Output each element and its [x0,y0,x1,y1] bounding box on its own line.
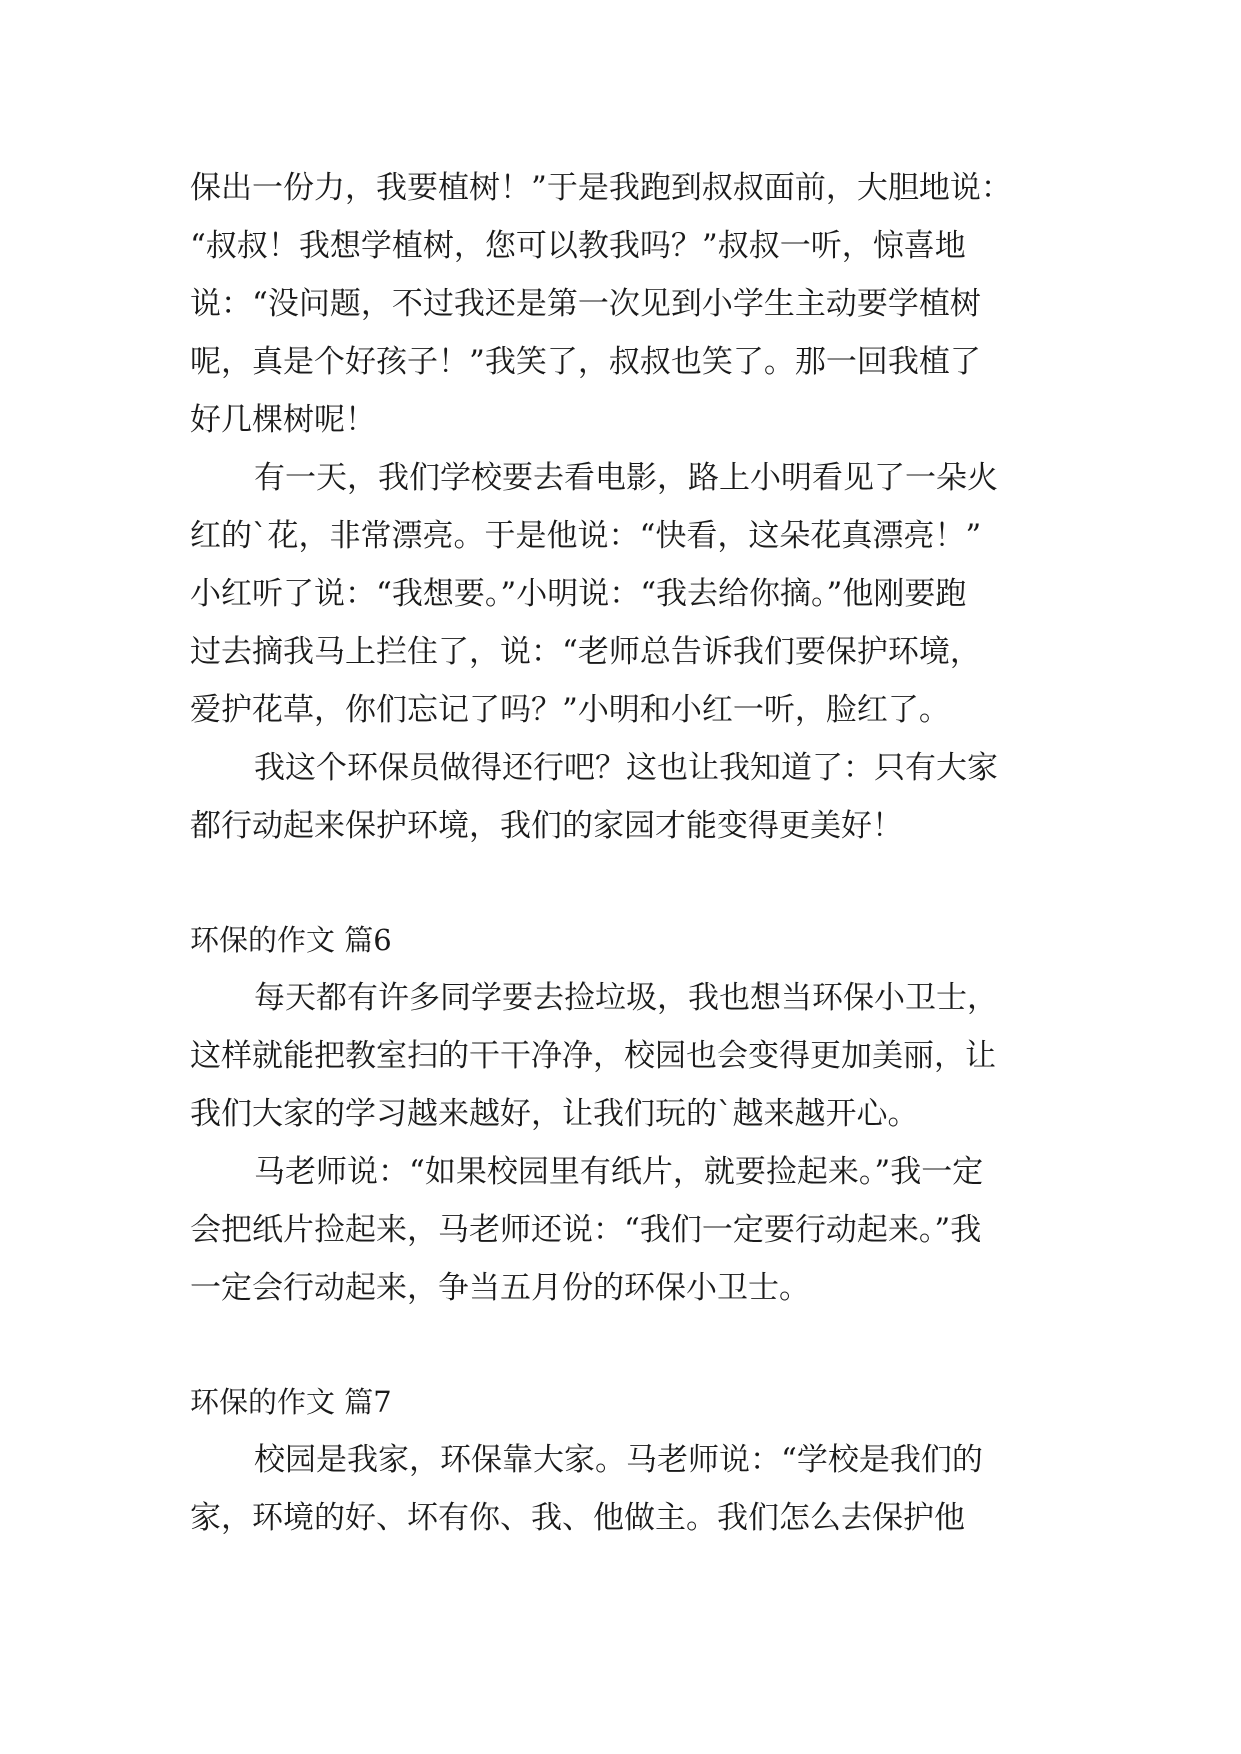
section-heading: 环保的作文 篇7 [190,1385,392,1419]
text-line: 爱护花草，你们忘记了吗？”小明和小红一听，脸红了。 [190,692,950,728]
paragraph-first-line: 马老师说：“如果校园里有纸片，就要捡起来。”我一定 [254,1154,984,1190]
text-line: 我们大家的学习越来越好，让我们玩的`越来越开心。 [190,1096,919,1132]
paragraph-first-line: 有一天，我们学校要去看电影，路上小明看见了一朵火 [254,460,998,496]
text-line: 呢，真是个好孩子！”我笑了，叔叔也笑了。那一回我植了 [190,344,981,380]
text-line: 小红听了说：“我想要。”小明说：“我去给你摘。”他刚要跑 [190,576,967,612]
section-heading: 环保的作文 篇6 [190,923,392,957]
paragraph-first-line: 我这个环保员做得还行吧？这也让我知道了：只有大家 [254,750,998,786]
paragraph-first-line: 每天都有许多同学要去捡垃圾，我也想当环保小卫士， [254,980,998,1016]
text-line: 都行动起来保护环境，我们的家园才能变得更美好！ [190,808,903,844]
text-line: 说：“没问题，不过我还是第一次见到小学生主动要学植树 [190,286,981,322]
paragraph-first-line: 校园是我家，环保靠大家。马老师说：“学校是我们的 [254,1442,983,1478]
text-line: 过去摘我马上拦住了，说：“老师总告诉我们要保护环境， [190,634,981,670]
text-line: “叔叔！我想学植树，您可以教我吗？”叔叔一听，惊喜地 [190,228,966,264]
text-line: 保出一份力，我要植树！”于是我跑到叔叔面前，大胆地说： [190,170,1012,206]
text-line: 这样就能把教室扫的干干净净，校园也会变得更加美丽，让 [190,1038,996,1074]
text-line: 一定会行动起来，争当五月份的环保小卫士。 [190,1270,810,1306]
text-line: 家，环境的好、坏有你、我、他做主。我们怎么去保护他 [190,1500,965,1536]
text-line: 会把纸片捡起来，马老师还说：“我们一定要行动起来。”我 [190,1212,982,1248]
text-line: 好几棵树呢！ [190,402,376,438]
text-line: 红的`花，非常漂亮。于是他说：“快看，这朵花真漂亮！” [190,518,982,554]
